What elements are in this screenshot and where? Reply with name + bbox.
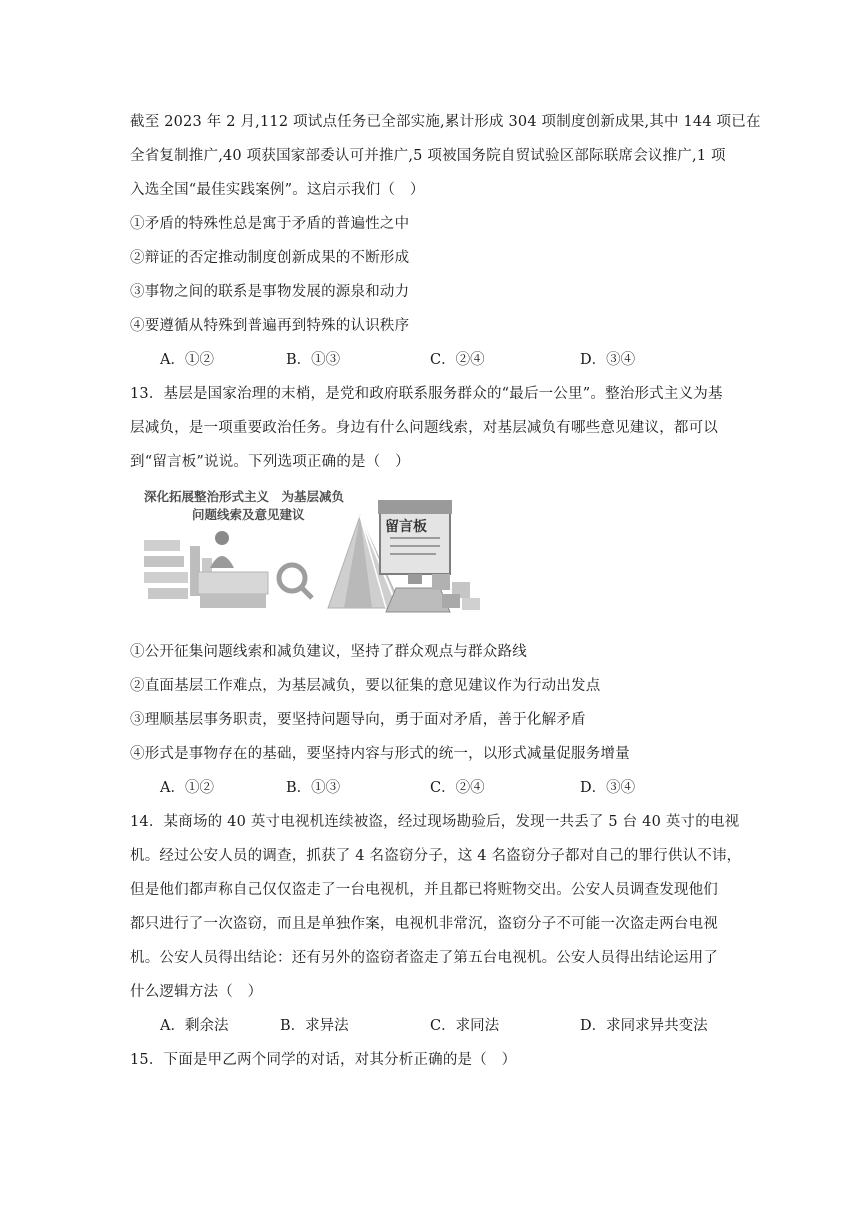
figure-board-label: 留言板 — [385, 519, 427, 535]
person-icon — [215, 531, 229, 545]
q12-option-2: ②辩证的否定推动制度创新成果的不断形成 — [130, 250, 410, 266]
q13-stem-line-1: 13．基层是国家治理的末梢，是党和政府联系服务群众的“最后一公里”。整治形式主义为基 — [130, 386, 723, 402]
q14-stem-line-4: 都只进行了一次盗窃，而且是单独作案，电视机非常沉，盗窃分子不可能一次盗走两台电视 — [130, 916, 718, 932]
q13-stem-line-3: 到“留言板”说说。下列选项正确的是（ ） — [130, 454, 410, 470]
q14-stem-line-5: 机。公安人员得出结论：还有另外的盗窃者盗走了第五台电视机。公安人员得出结论运用了 — [130, 950, 718, 966]
q13-option-1: ①公开征集问题线索和减负建议，坚持了群众观点与群众路线 — [130, 644, 527, 660]
q14-choice-d: D．求同求异共变法 — [580, 1018, 708, 1034]
q14-choice-c: C．求同法 — [430, 1018, 500, 1034]
q12-option-3: ③事物之间的联系是事物发展的源泉和动力 — [130, 284, 410, 300]
q12-stem-line-1: 截至 2023 年 2 月,112 项试点任务已全部实施,累计形成 304 项制度创新成果,其中 144 项已在 — [130, 114, 761, 130]
q13-option-4: ④形式是事物存在的基础，要坚持内容与形式的统一，以形式减量促服务增量 — [130, 746, 630, 762]
q13-choice-a: A．①② — [160, 780, 214, 796]
magnifier-icon — [279, 565, 305, 591]
q13-stem-line-2: 层减负，是一项重要政治任务。身边有什么问题线索，对基层减负有哪些意见建议，都可以 — [130, 420, 718, 436]
q14-stem-line-3: 但是他们都声称自己仅仅盗走了一台电视机，并且都已将赃物交出。公安人员调查发现他们 — [130, 882, 718, 898]
q12-choice-c: C．②④ — [430, 352, 485, 368]
q14-choices — [158, 1016, 718, 1036]
q12-option-4: ④要遵循从特殊到普遍再到特殊的认识秩序 — [130, 318, 410, 334]
q12-choices — [158, 350, 718, 370]
message-board-illustration — [140, 488, 485, 620]
q13-choice-c: C．②④ — [430, 780, 485, 796]
q13-choice-d: D．③④ — [580, 780, 636, 796]
q14-choice-a: A．剩余法 — [160, 1018, 229, 1034]
figure-title-line-1: 深化拓展整治形式主义 为基层减负 — [144, 489, 345, 504]
q12-stem-line-2: 全省复制推广,40 项获国家部委认可并推广,5 项被国务院自贸试验区部际联席会议推广,1 项 — [130, 148, 726, 164]
q14-stem-line-6: 什么逻辑方法（ ） — [130, 984, 263, 1000]
q14-stem-line-2: 机。经过公安人员的调查，抓获了 4 名盗窃分子，这 4 名盗窃分子都对自己的罪行供认不讳， — [130, 848, 742, 864]
q12-choice-a: A．①② — [160, 352, 214, 368]
q12-option-1: ①矛盾的特殊性总是寓于矛盾的普遍性之中 — [130, 216, 410, 232]
q14-stem-line-1: 14．某商场的 40 英寸电视机连续被盗，经过现场勘验后，发现一共丢了 5 台 40 英寸的电视 — [130, 814, 740, 830]
q14-choice-b: B．求异法 — [280, 1018, 349, 1034]
q12-stem-line-3: 入选全国“最佳实践案例”。这启示我们（ ） — [130, 182, 425, 198]
q13-choices — [158, 778, 718, 798]
figure-title-line-2: 问题线索及意见建议 — [192, 507, 305, 522]
q12-choice-d: D．③④ — [580, 352, 636, 368]
q13-option-3: ③理顺基层事务职责，要坚持问题导向，勇于面对矛盾，善于化解矛盾 — [130, 712, 586, 728]
q13-choice-b: B．①③ — [286, 780, 341, 796]
q15-stem-line-1: 15．下面是甲乙两个同学的对话，对其分析正确的是（ ） — [130, 1052, 517, 1068]
q12-choice-b: B．①③ — [286, 352, 341, 368]
q13-option-2: ②直面基层工作难点，为基层减负，要以征集的意见建议作为行动出发点 — [130, 678, 601, 694]
